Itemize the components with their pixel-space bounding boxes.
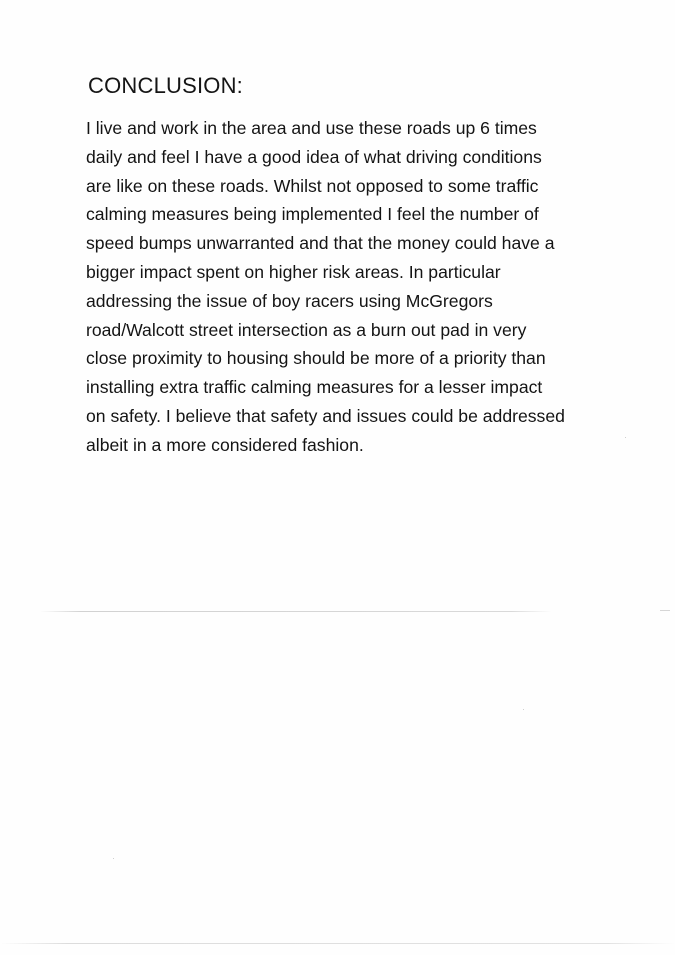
conclusion-heading: CONCLUSION:	[88, 73, 243, 98]
paragraph-line: calming measures being implemented I feel the number of	[86, 204, 539, 225]
scan-fold-line	[40, 611, 552, 612]
scan-bottom-edge	[0, 943, 675, 944]
scan-speck	[523, 709, 524, 710]
conclusion-paragraph	[86, 114, 626, 460]
paragraph-line: bigger impact spent on higher risk areas. In particular	[86, 261, 501, 282]
paragraph-line: albeit in a more considered fashion.	[86, 434, 364, 455]
paragraph-line: installing extra traffic calming measures for a lesser impact	[86, 377, 543, 398]
scan-speck	[625, 437, 626, 438]
scan-speck	[113, 858, 114, 859]
paragraph-line: I live and work in the area and use these roads up 6 times	[86, 118, 537, 138]
paragraph-line: addressing the issue of boy racers using McGregors	[86, 290, 493, 311]
paragraph-line: road/Walcott street intersection as a burn out pad in very	[86, 319, 527, 340]
paragraph-line: on safety. I believe that safety and issues could be addressed	[86, 405, 565, 426]
paragraph-line: close proximity to housing should be more of a priority than	[86, 348, 546, 369]
paragraph-line: speed bumps unwarranted and that the money could have a	[86, 233, 555, 254]
paragraph-line: daily and feel I have a good idea of what driving conditions	[86, 146, 542, 167]
paragraph-line: are like on these roads. Whilst not opposed to some traffic	[86, 175, 539, 196]
scan-fold-line-fragment	[660, 610, 670, 611]
